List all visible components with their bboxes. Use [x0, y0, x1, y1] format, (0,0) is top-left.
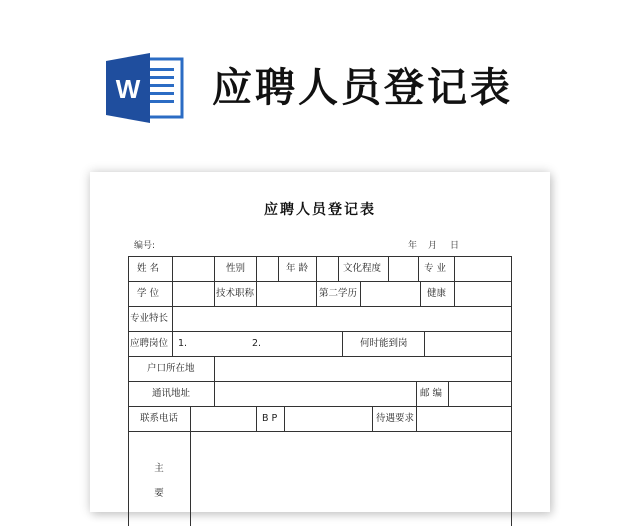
column-line [418, 256, 419, 281]
date-month-label: 月 [428, 241, 438, 251]
position-applied-label: 应聘岗位 [130, 338, 169, 349]
bp-field[interactable] [285, 407, 371, 431]
second-degree-field[interactable] [361, 282, 419, 306]
date-year-label: 年 [408, 241, 418, 251]
main-char-2: 要 [154, 488, 164, 499]
address-field[interactable] [215, 382, 415, 406]
postcode-field[interactable] [449, 382, 510, 406]
main-experience-field[interactable] [191, 432, 510, 526]
choice-1-label: 1. [178, 338, 188, 349]
word-logo-icon [106, 53, 184, 123]
column-line [172, 331, 173, 356]
column-line [278, 256, 279, 281]
major-field[interactable] [455, 257, 510, 281]
column-line [214, 281, 215, 306]
name-field[interactable] [173, 257, 213, 281]
specialty-field[interactable] [173, 307, 510, 331]
address-label: 通讯地址 [152, 388, 191, 399]
registration-form-table [128, 256, 512, 526]
column-line [420, 281, 421, 306]
column-line [214, 256, 215, 281]
choice-2-label: 2. [252, 338, 262, 349]
column-line [342, 331, 343, 356]
number-label: 编号: [134, 241, 156, 251]
column-line [256, 406, 257, 431]
age-label: 年 龄 [286, 263, 309, 274]
major-label: 专 业 [424, 263, 447, 274]
household-registration-label: 户口所在地 [147, 363, 195, 374]
gender-field[interactable] [257, 257, 277, 281]
column-line [128, 256, 129, 526]
main-char-1: 主 [154, 463, 164, 474]
column-line [316, 281, 317, 306]
second-degree-label: 第二学历 [319, 288, 358, 299]
banner-title: 应聘人员登记表 [212, 65, 513, 111]
health-field[interactable] [455, 282, 510, 306]
document-page [90, 172, 550, 512]
available-date-label: 何时能到岗 [360, 338, 408, 349]
health-label: 健康 [427, 288, 447, 299]
bp-label: B P [262, 413, 278, 424]
salary-expectation-label: 待遇要求 [376, 413, 415, 424]
degree-label: 学 位 [137, 288, 160, 299]
available-date-field[interactable] [425, 332, 510, 356]
age-field[interactable] [317, 257, 337, 281]
name-label: 姓 名 [137, 263, 160, 274]
document-title: 应聘人员登记表 [264, 202, 376, 218]
education-label: 文化程度 [343, 263, 382, 274]
column-line [338, 256, 339, 281]
column-line [511, 256, 512, 526]
gender-label: 性别 [226, 263, 246, 274]
banner [0, 0, 640, 170]
tech-title-label: 技术职称 [216, 288, 255, 299]
tech-title-field[interactable] [257, 282, 315, 306]
household-registration-field[interactable] [215, 357, 510, 381]
phone-label: 联系电话 [140, 413, 179, 424]
column-line [416, 381, 417, 406]
column-line [372, 406, 373, 431]
phone-field[interactable] [191, 407, 255, 431]
specialty-label: 专业特长 [130, 313, 169, 324]
education-field[interactable] [389, 257, 417, 281]
degree-field[interactable] [173, 282, 213, 306]
date-day-label: 日 [450, 241, 460, 251]
postcode-label: 邮 编 [420, 388, 443, 399]
logo-letter: W [115, 74, 141, 104]
salary-expectation-field[interactable] [417, 407, 510, 431]
